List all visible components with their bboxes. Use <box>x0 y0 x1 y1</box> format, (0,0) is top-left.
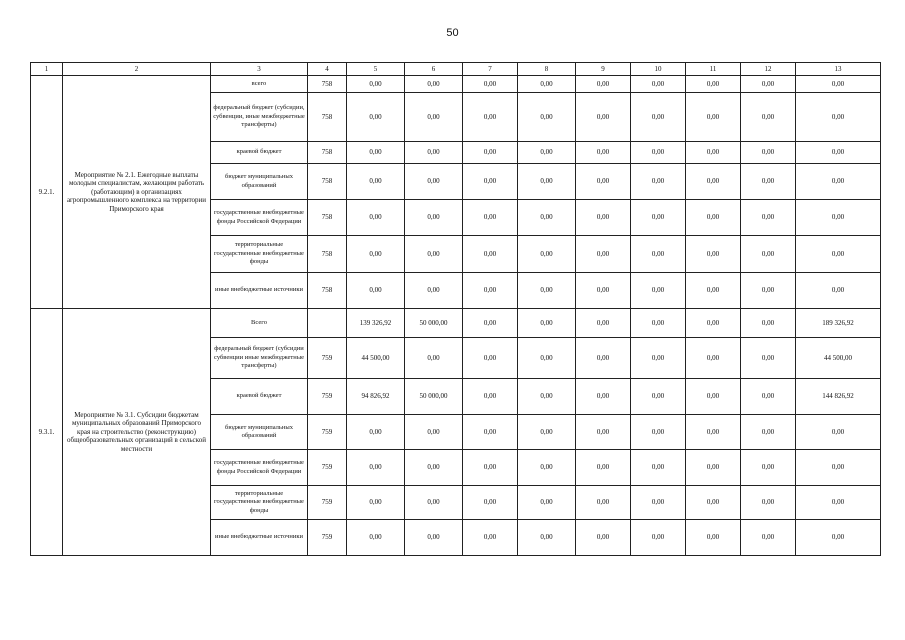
total-value: 44 500,00 <box>796 338 881 379</box>
year-value: 0,00 <box>576 93 631 142</box>
budget-code: 759 <box>308 520 347 556</box>
total-value: 189 326,92 <box>796 309 881 338</box>
total-value: 0,00 <box>796 486 881 520</box>
year-value: 0,00 <box>576 309 631 338</box>
total-value: 0,00 <box>796 200 881 236</box>
year-value: 139 326,92 <box>347 309 405 338</box>
year-value: 0,00 <box>518 415 576 450</box>
budget-code: 759 <box>308 379 347 415</box>
budget-code: 758 <box>308 273 347 309</box>
year-value: 0,00 <box>686 379 741 415</box>
budget-code: 758 <box>308 164 347 200</box>
budget-code: 758 <box>308 142 347 164</box>
year-value: 0,00 <box>463 415 518 450</box>
year-value: 0,00 <box>405 273 463 309</box>
year-value: 0,00 <box>463 142 518 164</box>
total-value: 0,00 <box>796 164 881 200</box>
column-header: 9 <box>576 63 631 76</box>
year-value: 0,00 <box>405 76 463 93</box>
year-value: 0,00 <box>576 76 631 93</box>
year-value: 0,00 <box>686 309 741 338</box>
year-value: 0,00 <box>686 273 741 309</box>
table-body <box>31 76 881 556</box>
year-value: 0,00 <box>576 200 631 236</box>
year-value: 0,00 <box>631 273 686 309</box>
funding-source: федеральный бюджет (субсидии, субвенции, иные межбюджетные трансферты) <box>211 93 308 142</box>
funding-source: федеральный бюджет (субсидии субвенции иные межбюджетные трансферты) <box>211 338 308 379</box>
year-value: 0,00 <box>686 415 741 450</box>
year-value: 0,00 <box>576 236 631 273</box>
year-value: 0,00 <box>347 415 405 450</box>
funding-source: Всего <box>211 309 308 338</box>
year-value: 0,00 <box>405 236 463 273</box>
year-value: 0,00 <box>686 338 741 379</box>
funding-source: всего <box>211 76 308 93</box>
column-header: 6 <box>405 63 463 76</box>
year-value: 0,00 <box>741 164 796 200</box>
year-value: 0,00 <box>741 338 796 379</box>
year-value: 0,00 <box>686 93 741 142</box>
column-header: 2 <box>63 63 211 76</box>
column-header: 13 <box>796 63 881 76</box>
total-value: 0,00 <box>796 450 881 486</box>
year-value: 0,00 <box>518 520 576 556</box>
year-value: 0,00 <box>741 450 796 486</box>
year-value: 0,00 <box>686 450 741 486</box>
year-value: 0,00 <box>405 415 463 450</box>
funding-source: территориальные государственные внебюджетные фонды <box>211 486 308 520</box>
measure-description: Мероприятие № 3.1. Субсидии бюджетам муниципальных образований Приморского края на строительство (реконструкцию) общеобразовательных организаций в сельской местности <box>63 309 211 556</box>
year-value: 0,00 <box>463 520 518 556</box>
funding-source: краевой бюджет <box>211 142 308 164</box>
year-value: 0,00 <box>518 142 576 164</box>
total-value: 0,00 <box>796 273 881 309</box>
year-value: 0,00 <box>631 236 686 273</box>
year-value: 0,00 <box>631 142 686 164</box>
year-value: 0,00 <box>576 164 631 200</box>
year-value: 0,00 <box>518 338 576 379</box>
funding-source: государственные внебюджетные фонды Российской Федерации <box>211 450 308 486</box>
year-value: 0,00 <box>405 142 463 164</box>
year-value: 0,00 <box>463 450 518 486</box>
year-value: 0,00 <box>741 93 796 142</box>
year-value: 0,00 <box>741 379 796 415</box>
year-value: 0,00 <box>686 76 741 93</box>
funding-source: иные внебюджетные источники <box>211 520 308 556</box>
funding-source: бюджет муниципальных образований <box>211 164 308 200</box>
budget-code: 758 <box>308 200 347 236</box>
year-value: 0,00 <box>463 309 518 338</box>
year-value: 0,00 <box>686 142 741 164</box>
funding-source: бюджет муниципальных образований <box>211 415 308 450</box>
budget-code: 759 <box>308 486 347 520</box>
year-value: 0,00 <box>518 309 576 338</box>
year-value: 0,00 <box>463 76 518 93</box>
column-header: 3 <box>211 63 308 76</box>
budget-code <box>308 309 347 338</box>
year-value: 50 000,00 <box>405 309 463 338</box>
year-value: 50 000,00 <box>405 379 463 415</box>
year-value: 0,00 <box>347 236 405 273</box>
funding-source: иные внебюджетные источники <box>211 273 308 309</box>
year-value: 0,00 <box>463 93 518 142</box>
year-value: 0,00 <box>518 93 576 142</box>
measure-code: 9.2.1. <box>31 76 63 309</box>
year-value: 0,00 <box>631 76 686 93</box>
year-value: 0,00 <box>405 486 463 520</box>
funding-source: государственные внебюджетные фонды Российской Федерации <box>211 200 308 236</box>
year-value: 0,00 <box>576 142 631 164</box>
year-value: 0,00 <box>463 273 518 309</box>
budget-code: 758 <box>308 93 347 142</box>
year-value: 44 500,00 <box>347 338 405 379</box>
year-value: 0,00 <box>741 486 796 520</box>
column-header: 7 <box>463 63 518 76</box>
year-value: 0,00 <box>518 200 576 236</box>
year-value: 0,00 <box>741 309 796 338</box>
column-header: 4 <box>308 63 347 76</box>
year-value: 0,00 <box>347 200 405 236</box>
column-header: 10 <box>631 63 686 76</box>
measure-description: Мероприятие № 2.1. Ежегодные выплаты молодым специалистам, желающим работать (работающим) в организациях агропромышленного комплекса на территории Приморского края <box>63 76 211 309</box>
year-value: 0,00 <box>741 273 796 309</box>
year-value: 0,00 <box>741 142 796 164</box>
total-value: 0,00 <box>796 142 881 164</box>
column-header: 5 <box>347 63 405 76</box>
year-value: 0,00 <box>576 273 631 309</box>
budget-code: 759 <box>308 415 347 450</box>
total-value: 0,00 <box>796 520 881 556</box>
column-header: 12 <box>741 63 796 76</box>
column-header: 8 <box>518 63 576 76</box>
year-value: 0,00 <box>518 379 576 415</box>
year-value: 0,00 <box>347 273 405 309</box>
year-value: 0,00 <box>405 164 463 200</box>
year-value: 0,00 <box>576 450 631 486</box>
budget-code: 758 <box>308 76 347 93</box>
year-value: 94 826,92 <box>347 379 405 415</box>
total-value: 0,00 <box>796 93 881 142</box>
year-value: 0,00 <box>631 338 686 379</box>
year-value: 0,00 <box>576 415 631 450</box>
table-row <box>31 76 881 93</box>
year-value: 0,00 <box>576 338 631 379</box>
year-value: 0,00 <box>463 338 518 379</box>
year-value: 0,00 <box>631 520 686 556</box>
year-value: 0,00 <box>347 164 405 200</box>
year-value: 0,00 <box>741 520 796 556</box>
year-value: 0,00 <box>631 450 686 486</box>
budget-table <box>30 62 881 556</box>
year-value: 0,00 <box>347 486 405 520</box>
year-value: 0,00 <box>686 520 741 556</box>
year-value: 0,00 <box>518 273 576 309</box>
year-value: 0,00 <box>741 200 796 236</box>
year-value: 0,00 <box>631 486 686 520</box>
year-value: 0,00 <box>741 236 796 273</box>
year-value: 0,00 <box>405 450 463 486</box>
year-value: 0,00 <box>576 379 631 415</box>
column-header: 1 <box>31 63 63 76</box>
year-value: 0,00 <box>576 520 631 556</box>
year-value: 0,00 <box>347 450 405 486</box>
year-value: 0,00 <box>463 379 518 415</box>
year-value: 0,00 <box>686 486 741 520</box>
year-value: 0,00 <box>631 164 686 200</box>
table-row <box>31 309 881 338</box>
year-value: 0,00 <box>741 76 796 93</box>
total-value: 0,00 <box>796 76 881 93</box>
year-value: 0,00 <box>518 236 576 273</box>
year-value: 0,00 <box>686 164 741 200</box>
year-value: 0,00 <box>576 486 631 520</box>
year-value: 0,00 <box>463 200 518 236</box>
total-value: 144 826,92 <box>796 379 881 415</box>
year-value: 0,00 <box>518 164 576 200</box>
year-value: 0,00 <box>405 338 463 379</box>
budget-code: 759 <box>308 338 347 379</box>
column-number-row <box>31 63 881 76</box>
year-value: 0,00 <box>347 142 405 164</box>
year-value: 0,00 <box>463 486 518 520</box>
year-value: 0,00 <box>518 450 576 486</box>
year-value: 0,00 <box>518 76 576 93</box>
total-value: 0,00 <box>796 415 881 450</box>
measure-code: 9.3.1. <box>31 309 63 556</box>
funding-source: территориальные государственные внебюджетные фонды <box>211 236 308 273</box>
year-value: 0,00 <box>463 236 518 273</box>
year-value: 0,00 <box>405 520 463 556</box>
year-value: 0,00 <box>347 93 405 142</box>
column-header: 11 <box>686 63 741 76</box>
year-value: 0,00 <box>405 93 463 142</box>
year-value: 0,00 <box>463 164 518 200</box>
page-number: 50 <box>446 27 459 39</box>
year-value: 0,00 <box>631 93 686 142</box>
year-value: 0,00 <box>686 200 741 236</box>
year-value: 0,00 <box>631 379 686 415</box>
budget-code: 759 <box>308 450 347 486</box>
year-value: 0,00 <box>518 486 576 520</box>
year-value: 0,00 <box>631 309 686 338</box>
year-value: 0,00 <box>347 76 405 93</box>
year-value: 0,00 <box>347 520 405 556</box>
total-value: 0,00 <box>796 236 881 273</box>
year-value: 0,00 <box>631 415 686 450</box>
year-value: 0,00 <box>686 236 741 273</box>
year-value: 0,00 <box>741 415 796 450</box>
year-value: 0,00 <box>405 200 463 236</box>
funding-source: краевой бюджет <box>211 379 308 415</box>
budget-code: 758 <box>308 236 347 273</box>
year-value: 0,00 <box>631 200 686 236</box>
